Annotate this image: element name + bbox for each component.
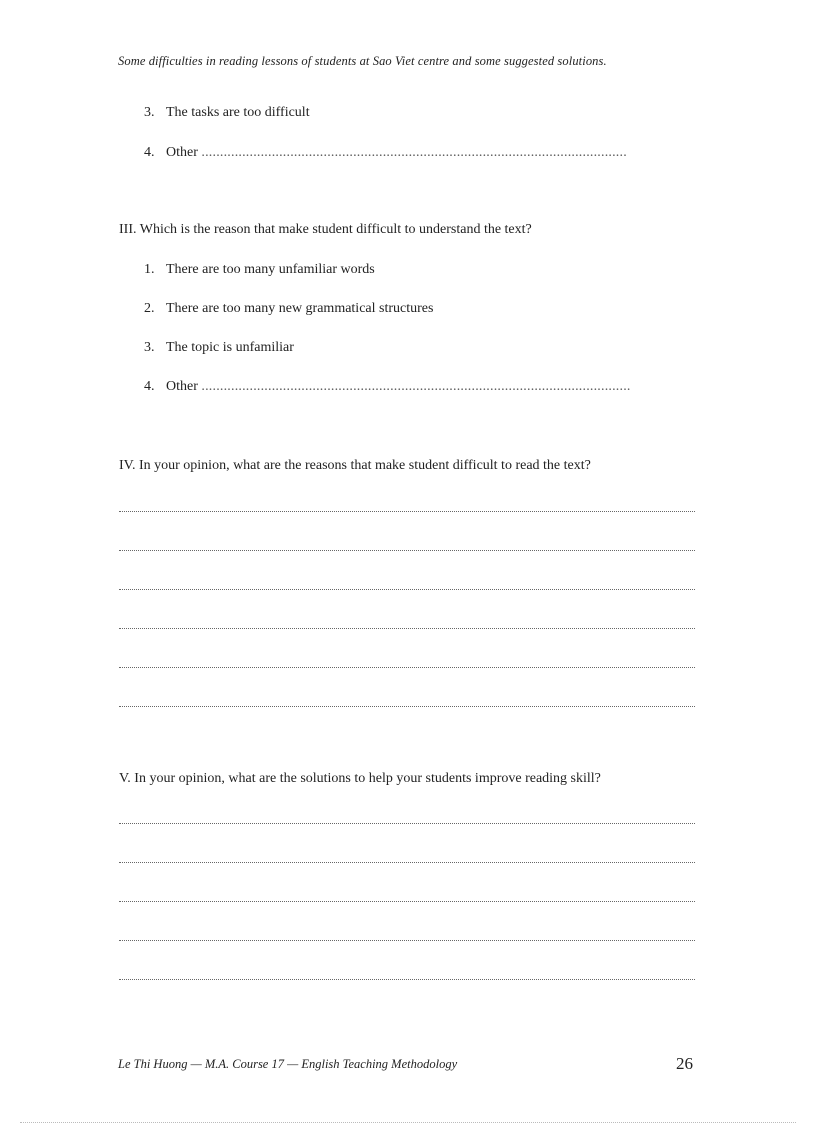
answer-line[interactable]: [119, 930, 695, 941]
answer-line[interactable]: [119, 852, 695, 863]
question-4: IV. In your opinion, what are the reasons that make student difficult to read the text?: [119, 458, 591, 473]
option-number: 2.: [144, 301, 155, 316]
option-text: The tasks are too difficult: [166, 105, 310, 120]
answer-line[interactable]: [119, 540, 695, 551]
option-q3-1: [144, 262, 375, 278]
option-q3-2: [144, 301, 433, 317]
option-number: 4.: [144, 145, 155, 160]
option-text: Other: [166, 379, 202, 394]
answer-dots[interactable]: ....................................................................................................................: [201, 379, 631, 394]
option-q3-3: [144, 340, 294, 356]
option-number: 3.: [144, 105, 155, 120]
answer-line[interactable]: [119, 579, 695, 590]
answer-line[interactable]: [119, 618, 695, 629]
answer-line[interactable]: [119, 696, 695, 707]
answer-line[interactable]: [119, 969, 695, 980]
answer-line[interactable]: [119, 657, 695, 668]
option-number: 1.: [144, 262, 155, 277]
option-text: The topic is unfamiliar: [166, 340, 294, 355]
option-text: There are too many new grammatical structures: [166, 301, 434, 316]
option-text: There are too many unfamiliar words: [166, 262, 375, 277]
option-q2-3: [144, 105, 310, 121]
option-text: Other: [166, 145, 202, 160]
option-q2-4: [144, 145, 627, 161]
answer-line[interactable]: [119, 813, 695, 824]
option-number: 4.: [144, 379, 155, 394]
question-3: III. Which is the reason that make student difficult to understand the text?: [119, 222, 532, 237]
running-header: Some difficulties in reading lessons of students at Sao Viet centre and some suggested solutions.: [118, 54, 607, 68]
option-number: 3.: [144, 340, 155, 355]
answer-line[interactable]: [119, 501, 695, 512]
option-q3-4: [144, 379, 631, 395]
question-5: V. In your opinion, what are the solutions to help your students improve reading skill?: [119, 771, 601, 786]
answer-line[interactable]: [119, 891, 695, 902]
page-number: 26: [676, 1054, 693, 1073]
running-footer: Le Thi Huong — M.A. Course 17 — English Teaching Methodology: [118, 1057, 458, 1071]
answer-dots[interactable]: ...................................................................................................................: [201, 145, 627, 160]
